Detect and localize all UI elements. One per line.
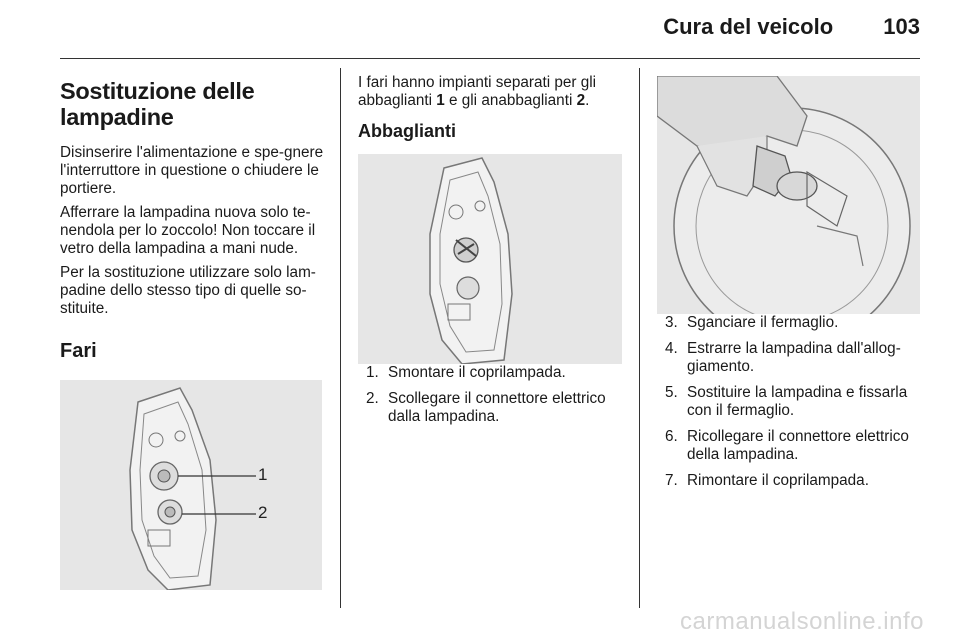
subheading-fari: Fari: [60, 340, 97, 362]
list-item: 2. Scollegare il connettore elettrico dalla lampadina.: [366, 390, 606, 425]
bulb-removal-illustration: [657, 76, 920, 314]
ref-num-2: 2: [576, 92, 586, 109]
column-2: [358, 74, 622, 434]
callout-1: 1: [258, 465, 268, 484]
list-item: 5. Sostituire la lampadina e fissarla con il fermaglio.: [665, 384, 908, 419]
list-item: 4. Estrarre la lampadina dall'allog-giamento.: [665, 340, 901, 375]
list-item: 7. Rimontare il coprilampada.: [665, 472, 869, 489]
highbeam-figure: [358, 154, 622, 364]
page-header: [663, 14, 920, 40]
section-title: Cura del veicolo: [663, 14, 834, 39]
ref-num-1: 1: [436, 92, 445, 109]
headlamp-figure: [60, 380, 322, 590]
subheading-abbaglianti: Abbaglianti: [358, 121, 456, 141]
paragraph-1: Disinserire l'alimentazione e spe-gnere l'interruttore in questione o chiudere le portiere.: [60, 144, 324, 197]
paragraph-3: Per la sostituzione utilizzare solo lam-padine dello stesso tipo di quelle so-stituite.: [60, 264, 316, 317]
column-1: [60, 74, 326, 590]
column-3: [657, 76, 920, 498]
callout-2: 2: [258, 503, 268, 522]
headlamp-illustration: [60, 380, 322, 590]
header-rule: [60, 58, 920, 59]
page-number: 103: [883, 14, 920, 39]
intro-paragraph: I fari hanno impianti separati per gli abbaglianti 1 e gli anabbaglianti 2.: [358, 74, 597, 109]
bulb-removal-figure: [657, 76, 920, 314]
watermark: carmanualsonline.info: [680, 608, 924, 635]
column-divider-1: [340, 68, 341, 608]
steps-list-2: [657, 314, 920, 490]
paragraph-2: Afferrare la lampadina nuova solo te-nendola per lo zoccolo! Non toccare il vetro della lampadina a mani nude.: [60, 204, 316, 257]
column-divider-2: [639, 68, 640, 608]
steps-list-1: [358, 364, 622, 426]
list-item: 1. Smontare il coprilampada.: [366, 364, 566, 381]
highbeam-illustration: [358, 154, 622, 364]
list-item: 6. Ricollegare il connettore elettrico della lampadina.: [665, 428, 909, 463]
list-item: 3. Sganciare il fermaglio.: [665, 314, 839, 331]
section-heading: Sostituzione delle lampadine: [60, 78, 255, 130]
